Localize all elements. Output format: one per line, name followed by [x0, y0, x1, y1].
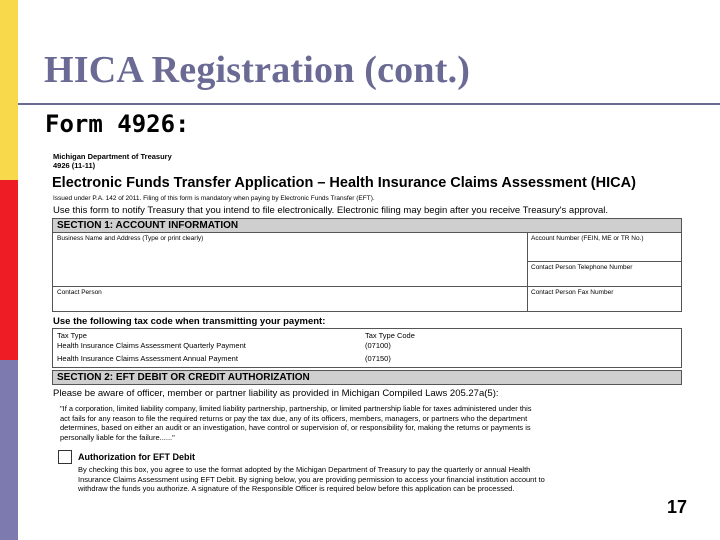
form-4926-image [50, 150, 684, 500]
page-number: 17 [667, 497, 688, 517]
tax-code-column-header: Tax Type Code [365, 331, 415, 340]
title-divider [18, 103, 720, 105]
department-name: Michigan Department of Treasury [53, 152, 172, 161]
slide-title: HICA Registration (cont.) [44, 49, 471, 91]
authorization-line: By checking this box, you agree to use the format adopted by the Michigan Department of Treasury to pay the quarterly or annual Health [78, 465, 531, 474]
eft-debit-checkbox[interactable] [58, 450, 72, 464]
left-color-stripe [0, 0, 18, 540]
authorization-text [78, 465, 545, 494]
liability-quote [60, 404, 532, 442]
tax-row-quarterly-code: (07100) [365, 341, 391, 350]
slide-subtitle: Form 4926: [45, 110, 190, 138]
section1-column-divider [527, 232, 528, 311]
form-id: 4926 (11-11) [53, 161, 96, 170]
section2-header: SECTION 2: EFT DEBIT OR CREDIT AUTHORIZATION [52, 370, 682, 385]
tax-code-box [52, 328, 682, 368]
quote-line: act fails for any reason to file the required returns or pay the tax due, any of its officers, members, managers, or partners who the department [60, 413, 528, 423]
contact-person-label: Contact Person [57, 289, 102, 296]
eft-debit-label: Authorization for EFT Debit [78, 452, 195, 462]
section1-divider [53, 232, 681, 233]
liability-notice: Please be aware of officer, member or partner liability as provided in Michigan Compiled Laws 205.27a(5): [53, 388, 499, 399]
section1-header: SECTION 1: ACCOUNT INFORMATION [53, 219, 681, 232]
quote-line: "If a corporation, limited liability company, limited liability partnership, partnership, or limited partnership liable for taxes administered under this [60, 404, 532, 413]
account-number-label: Account Number (FEIN, ME or TR No.) [531, 235, 644, 242]
tax-code-heading: Use the following tax code when transmitting your payment: [53, 316, 326, 327]
tax-type-column-header: Tax Type [57, 331, 87, 340]
tax-row-annual-code: (07150) [365, 354, 391, 363]
form-title: Electronic Funds Transfer Application – Health Insurance Claims Assessment (HICA) [52, 175, 636, 191]
quote-line: personally liable for the failure......" [60, 432, 175, 442]
tax-row-quarterly-type: Health Insurance Claims Assessment Quarterly Payment [57, 341, 246, 350]
section1-row-divider [527, 261, 681, 262]
stripe-yellow-segment [0, 0, 18, 180]
contact-fax-label: Contact Person Fax Number [531, 289, 614, 296]
section1-row-divider-2 [53, 286, 681, 287]
contact-phone-label: Contact Person Telephone Number [531, 264, 633, 271]
tax-row-annual-type: Health Insurance Claims Assessment Annual Payment [57, 354, 238, 363]
section1-box [52, 218, 682, 312]
quote-line: determines, based on either an audit or an investigation, have control or supervision of, or responsibility for, making the returns or payments is [60, 423, 531, 432]
business-name-label: Business Name and Address (Type or print clearly) [57, 235, 204, 242]
stripe-blue-segment [0, 360, 18, 540]
form-instruction: Use this form to notify Treasury that you intend to file electronically. Electronic filing may begin after you receive Treasury's approval. [53, 205, 609, 216]
authorization-line: withdraw the funds you authorize. A signature of the Responsible Officer is required below before this application can be processed. [78, 484, 515, 493]
stripe-red-segment [0, 180, 18, 360]
form-department [53, 152, 172, 170]
authorization-line: Insurance Claims Assessment using EFT Debit. By signing below, you are providing permission to access your financial institution account to [78, 474, 545, 484]
form-issued-note: Issued under P.A. 142 of 2011. Filing of this form is mandatory when paying by Electronic Funds Transfer (EFT). [53, 195, 375, 202]
